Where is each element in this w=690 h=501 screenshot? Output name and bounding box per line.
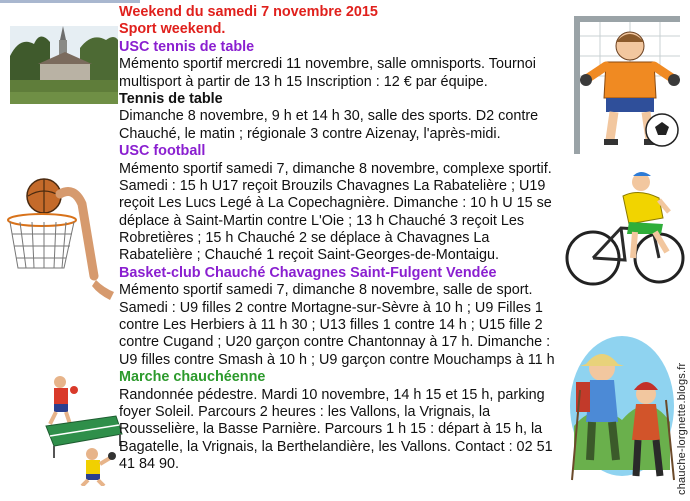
article-line: déplace à Saint-Martin contre L'Oie ; 13 h Chauché 3 reçoit Les	[119, 212, 525, 229]
article-line: multisport à partir de 13 h 15 Inscription : 12 € par équipe.	[119, 73, 488, 90]
table-tennis-players-icon	[40, 374, 124, 486]
article-line: Samedi : 15 h U17 reçoit Brouzils Chavagnes La Rabatelière ; U19	[119, 177, 546, 194]
section-heading: Weekend du samedi 7 novembre 2015	[119, 4, 378, 20]
article-line: Mémento sportif samedi 7, dimanche 8 novembre, complexe sportif.	[119, 160, 552, 177]
article-line: contre Cugand ; U20 garçon contre Chantonnay à 17 h. Dimanche :	[119, 334, 551, 351]
article-line: Robretières ; 15 h Chauché 2 se déplace à Chavagnes La	[119, 230, 490, 247]
article-line: Randonnée pédestre. Mardi 10 novembre, 14 h 15 et 15 h, parking	[119, 386, 545, 403]
section-heading: USC tennis de table	[119, 38, 255, 55]
section-heading: Tennis de table	[119, 90, 223, 107]
article-line: Rabatelière ; Chauché 1 reçoit Saint-Georges-de-Montaigu.	[119, 247, 499, 264]
article-line: Mémento sportif samedi 7, dimanche 8 novembre, salle de sport.	[119, 282, 533, 299]
article-line: Dimanche 8 novembre, 9 h et 14 h 30, salle des sports. D2 contre	[119, 108, 539, 125]
blog-watermark: chauche-lorgnette.blogs.fr	[676, 362, 688, 495]
article-line: 41 84 90.	[119, 456, 180, 473]
section-heading: Sport weekend.	[119, 21, 226, 38]
article-line: Bagatelle, la Vrignais, la Berthelandière, les Vallons. Contact : 02 51	[119, 438, 553, 455]
article-line: Mémento sportif mercredi 11 novembre, salle omnisports. Tournoi	[119, 56, 536, 73]
article-line: Rousselière, la Basse Parnière. Parcours 1 h 15 : départ à 15 h, la	[119, 421, 543, 438]
article-line: contre Les Herbiers à 11 h 30 ; U13 filles 1 contre 14 h ; U15 fille 2	[119, 317, 543, 334]
section-heading: Basket-club Chauché Chavagnes Saint-Fulgent Vendée	[119, 264, 497, 281]
top-divider	[0, 0, 140, 3]
article-line: reçoit Les Lucs Legé à La Copechagnière. Dimanche : 10 h U 15 se	[119, 195, 552, 212]
article-line: foyer Soleil. Parcours 2 heures : les Vallons, la Vrignais, la	[119, 403, 491, 420]
news-article	[119, 4, 589, 474]
section-heading: USC football	[119, 143, 206, 160]
village-church-photo	[10, 26, 118, 104]
article-line: U9 filles contre Smash à 10 h ; U9 garçon contre Mouchamps à 11 h	[119, 351, 555, 368]
basketball-player-icon	[4, 176, 124, 306]
article-line: Samedi : U9 filles 2 contre Mortagne-sur-Sèvre à 10 h ; U9 Filles 1	[119, 299, 543, 316]
section-heading: Marche chauchéenne	[119, 369, 266, 386]
article-line: Chauché, le matin ; régionale 3 contre Aizenay, l'après-midi.	[119, 125, 501, 142]
